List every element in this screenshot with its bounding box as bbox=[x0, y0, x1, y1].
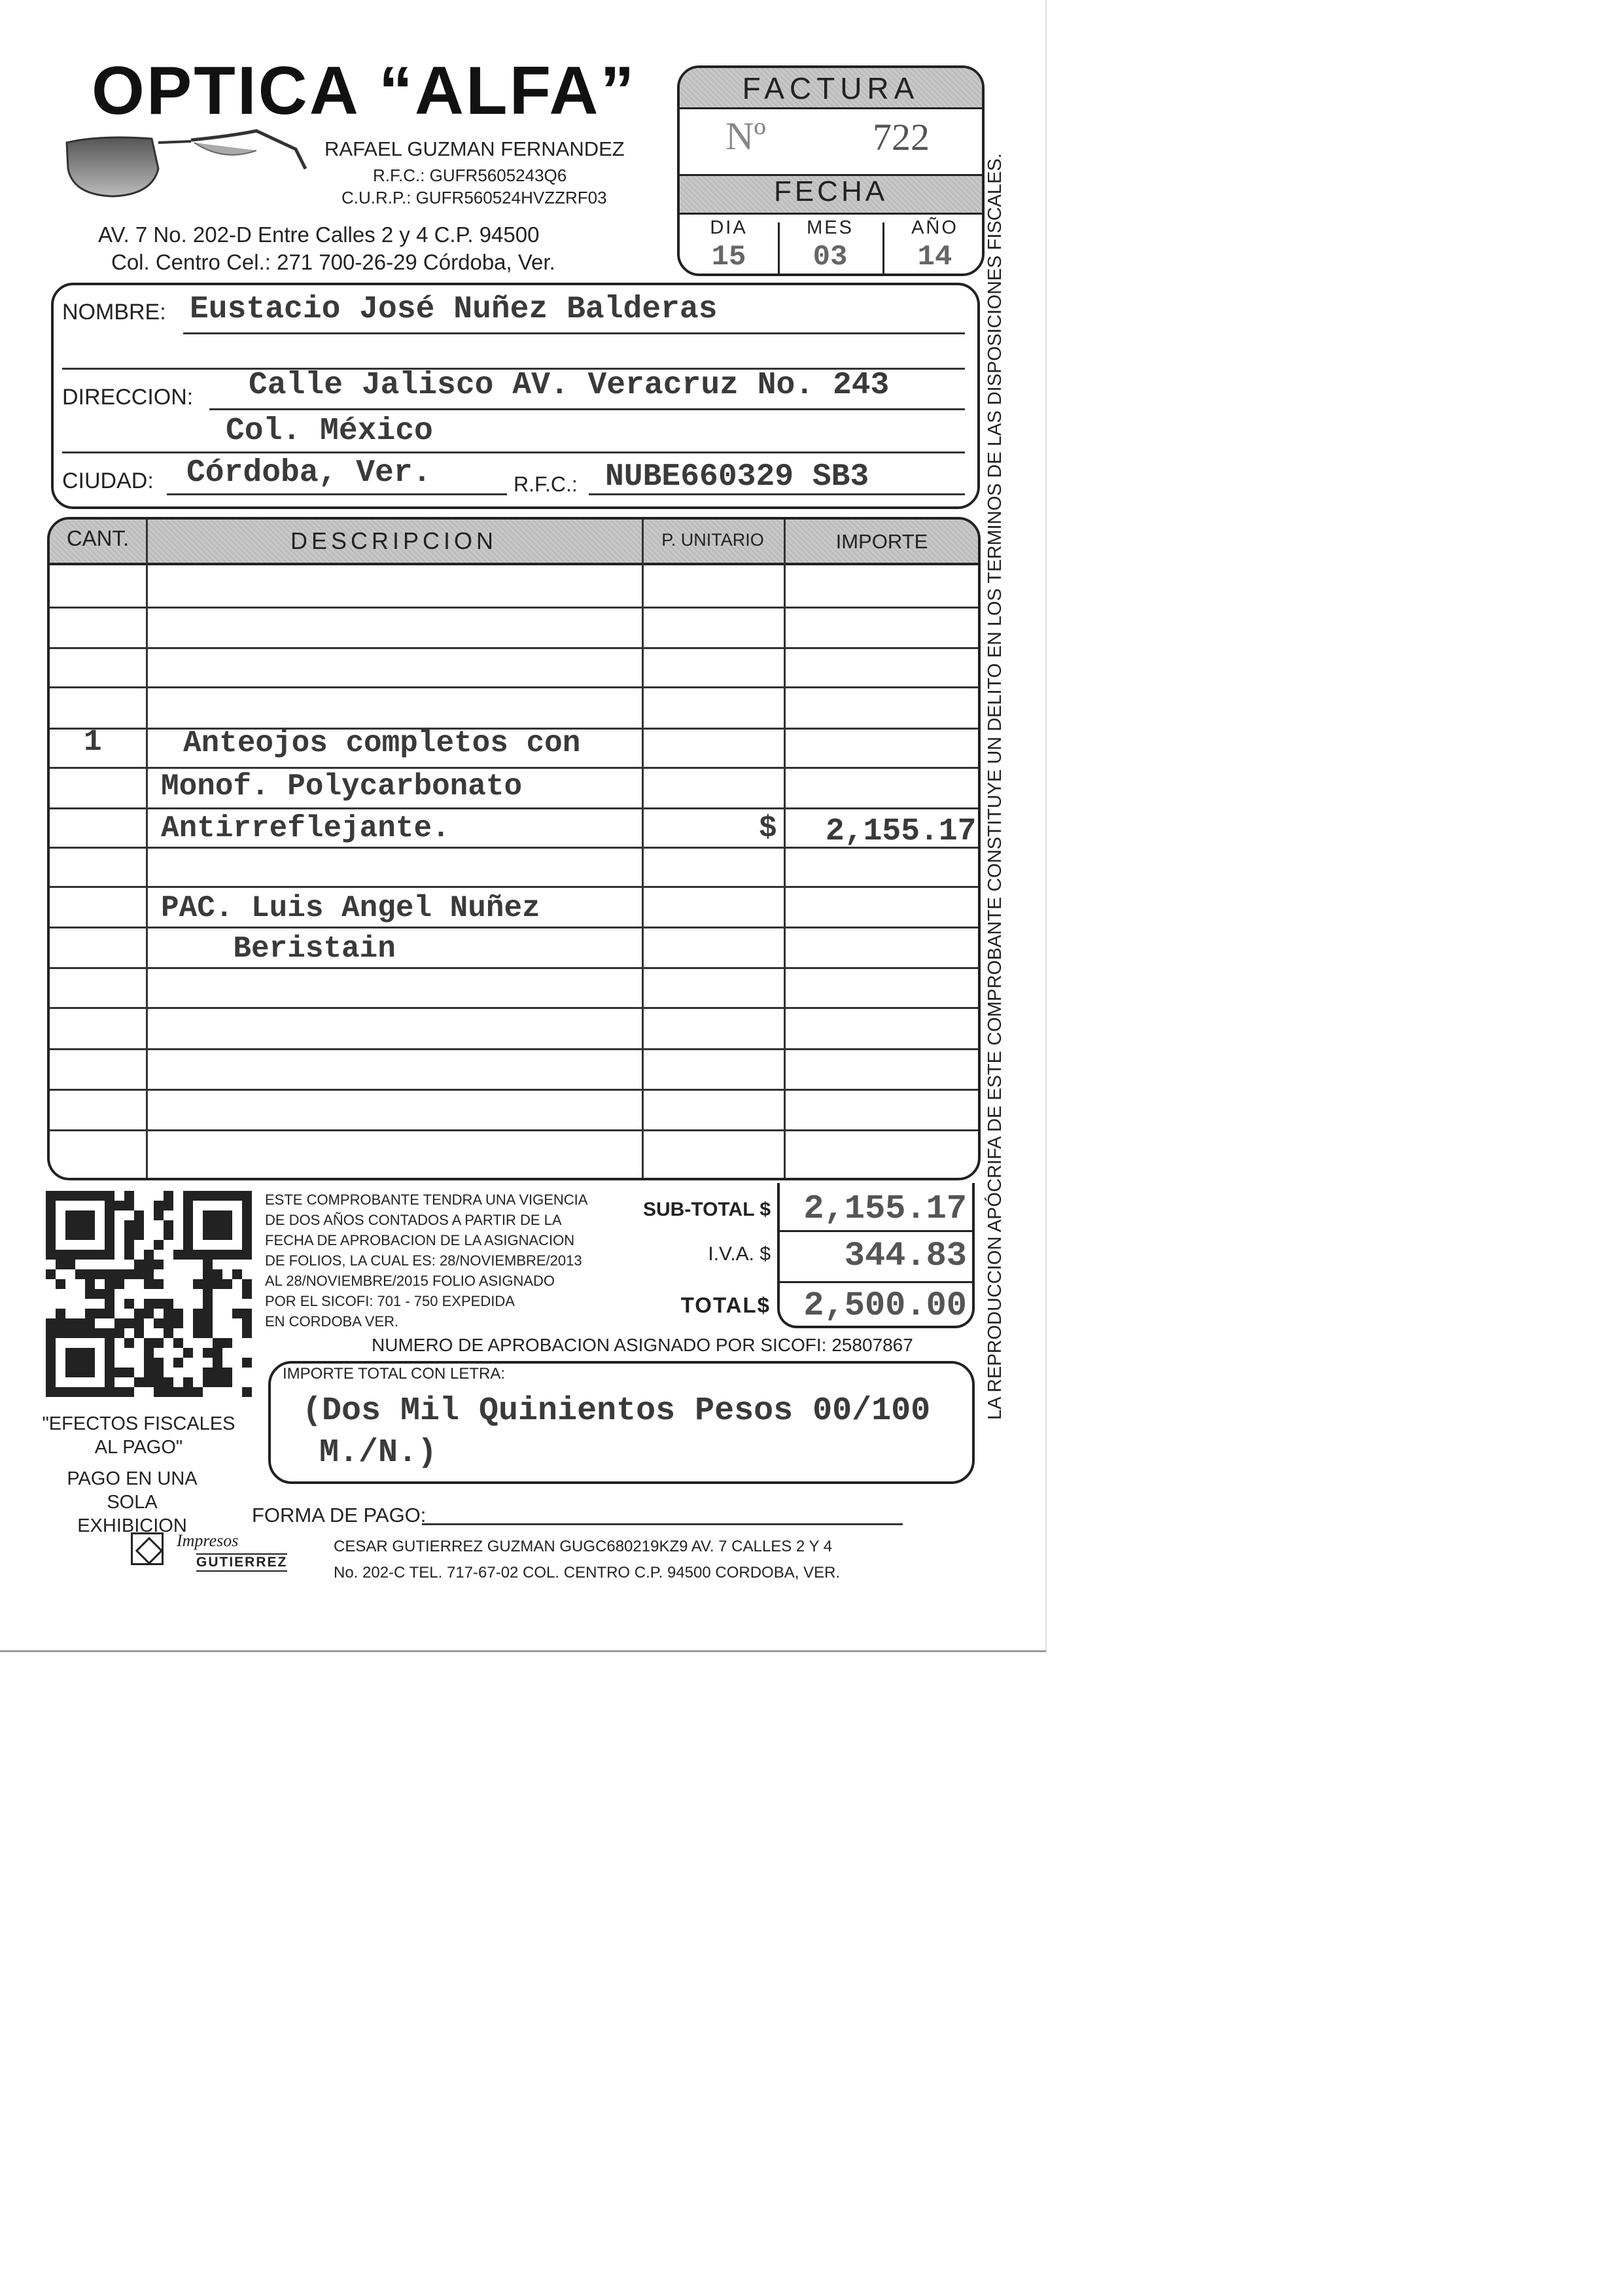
customer-name: Eustacio José Nuñez Balderas bbox=[190, 292, 718, 327]
fecha-label: FECHA bbox=[773, 175, 888, 207]
item-desc-line: Anteojos completos con bbox=[183, 726, 581, 760]
col-p-unitario: P. UNITARIO bbox=[661, 530, 764, 550]
anio-label: AÑO bbox=[911, 217, 958, 238]
amount-in-words-label: IMPORTE TOTAL CON LETRA: bbox=[283, 1365, 506, 1383]
efectos-fiscales: "EFECTOS FISCALES AL PAGO" bbox=[42, 1413, 236, 1458]
printer-logo-top: Impresos bbox=[177, 1531, 239, 1550]
invoice-number-box bbox=[677, 65, 985, 276]
item-desc-line: Beristain bbox=[161, 932, 396, 966]
number-label: Nº bbox=[725, 115, 766, 158]
col-descripcion: DESCRIPCION bbox=[290, 527, 498, 554]
item-desc-line: Monof. Polycarbonato bbox=[161, 769, 523, 804]
table-row-line bbox=[50, 886, 978, 888]
owner-curp: C.U.R.P.: GUFR560524HVZZRF03 bbox=[341, 188, 607, 207]
forma-pago-label: FORMA DE PAGO: bbox=[252, 1504, 427, 1527]
direccion-label: DIRECCION: bbox=[62, 385, 194, 410]
aprobacion-number: NUMERO DE APROBACION ASIGNADO POR SICOFI: 25807867 bbox=[372, 1335, 913, 1355]
rfc-label: R.F.C.: bbox=[514, 472, 578, 496]
owner-rfc: R.F.C.: GUFR5605243Q6 bbox=[373, 166, 567, 185]
address-line-2: Col. Centro Cel.: 271 700-26-29 Córdoba, Ver. bbox=[111, 250, 555, 274]
printer-logo-icon bbox=[131, 1532, 164, 1565]
iva-label: I.V.A. $ bbox=[708, 1243, 771, 1265]
address-line-1: AV. 7 No. 202-D Entre Calles 2 y 4 C.P. 94500 bbox=[98, 222, 540, 247]
table-row-line bbox=[50, 1007, 978, 1009]
subtotal-label: SUB-TOTAL $ bbox=[642, 1199, 771, 1220]
invoice-number: 722 bbox=[873, 116, 930, 158]
iva-value: 344.83 bbox=[844, 1237, 967, 1275]
printer-logo-bottom: GUTIERREZ bbox=[196, 1553, 287, 1572]
table-row-line bbox=[50, 607, 978, 609]
anio-value: 14 bbox=[917, 241, 952, 274]
pago-una-exhibicion: PAGO EN UNA SOLA EXHIBICION bbox=[67, 1468, 198, 1536]
factura-label: FACTURA bbox=[742, 71, 920, 105]
table-row-line bbox=[50, 1089, 978, 1091]
item-importe: 2,155.17 bbox=[826, 814, 977, 849]
owner-name: RAFAEL GUZMAN FERNANDEZ bbox=[324, 137, 625, 160]
customer-city: Córdoba, Ver. bbox=[186, 455, 432, 491]
table-row-line bbox=[50, 647, 978, 649]
amount-in-words-line-1: (Dos Mil Quinientos Pesos 00/100 bbox=[302, 1392, 931, 1430]
table-row-line bbox=[50, 1048, 978, 1050]
total-value: 2,500.00 bbox=[803, 1286, 967, 1325]
dia-value: 15 bbox=[711, 241, 746, 274]
company-name: OPTICA “ALFA” bbox=[92, 53, 637, 129]
legal-disclaimer-vertical: LA REPRODUCCION APÓCRIFA DE ESTE COMPROBANTE CONSTITUYE UN DELITO EN LOS TERMINOS DE LAS DISPOSICIONES FISCALES. bbox=[985, 153, 1005, 1420]
table-row-line bbox=[50, 767, 978, 769]
item-unit-currency: $ bbox=[759, 811, 777, 845]
amount-in-words-line-2: M./N.) bbox=[319, 1434, 438, 1472]
col-cant: CANT. bbox=[66, 526, 130, 550]
nombre-label: NOMBRE: bbox=[62, 300, 166, 325]
direccion-line-1: Calle Jalisco AV. Veracruz No. 243 bbox=[249, 368, 890, 403]
customer-rfc: NUBE660329 SB3 bbox=[605, 459, 869, 495]
table-row-line bbox=[50, 807, 978, 809]
table-row-line bbox=[50, 967, 978, 969]
mes-value: 03 bbox=[812, 241, 848, 274]
printer-line-2: No. 202-C TEL. 717-67-02 COL. CENTRO C.P. 94500 CORDOBA, VER. bbox=[334, 1564, 841, 1581]
item-cant: 1 bbox=[84, 725, 102, 759]
printer-line-1: CESAR GUTIERREZ GUZMAN GUGC680219KZ9 AV. 7 CALLES 2 Y 4 bbox=[334, 1538, 833, 1555]
item-desc-line: PAC. Luis Angel Nuñez bbox=[161, 891, 540, 925]
direccion-line-2: Col. México bbox=[226, 414, 433, 449]
table-row-line bbox=[50, 927, 978, 928]
ciudad-label: CIUDAD: bbox=[62, 468, 154, 493]
total-label: TOTAL$ bbox=[680, 1293, 771, 1317]
mes-label: MES bbox=[807, 217, 854, 238]
qr-code bbox=[46, 1191, 252, 1397]
table-row-line bbox=[50, 1129, 978, 1131]
col-importe: IMPORTE bbox=[835, 530, 928, 553]
eyeglasses-icon bbox=[60, 123, 315, 202]
subtotal-value: 2,155.17 bbox=[803, 1190, 967, 1228]
vigencia-note: ESTE COMPROBANTE TENDRA UNA VIGENCIA DE DOS AÑOS CONTADOS A PARTIR DE LA FECHA DE APROBACION DE LA ASIGNACION DE FOLIOS, LA CUAL ES: 28/NOVIEMBRE/2013 AL 28/NOVIEMBRE/2015 FOLIO ASIGNADO POR EL SICOFI: 701 - 750 EXPEDIDA EN CORDOBA VER. bbox=[265, 1192, 588, 1330]
dia-label: DIA bbox=[710, 217, 748, 238]
item-desc-line: Antirreflejante. bbox=[161, 811, 450, 845]
table-row-line bbox=[50, 686, 978, 688]
